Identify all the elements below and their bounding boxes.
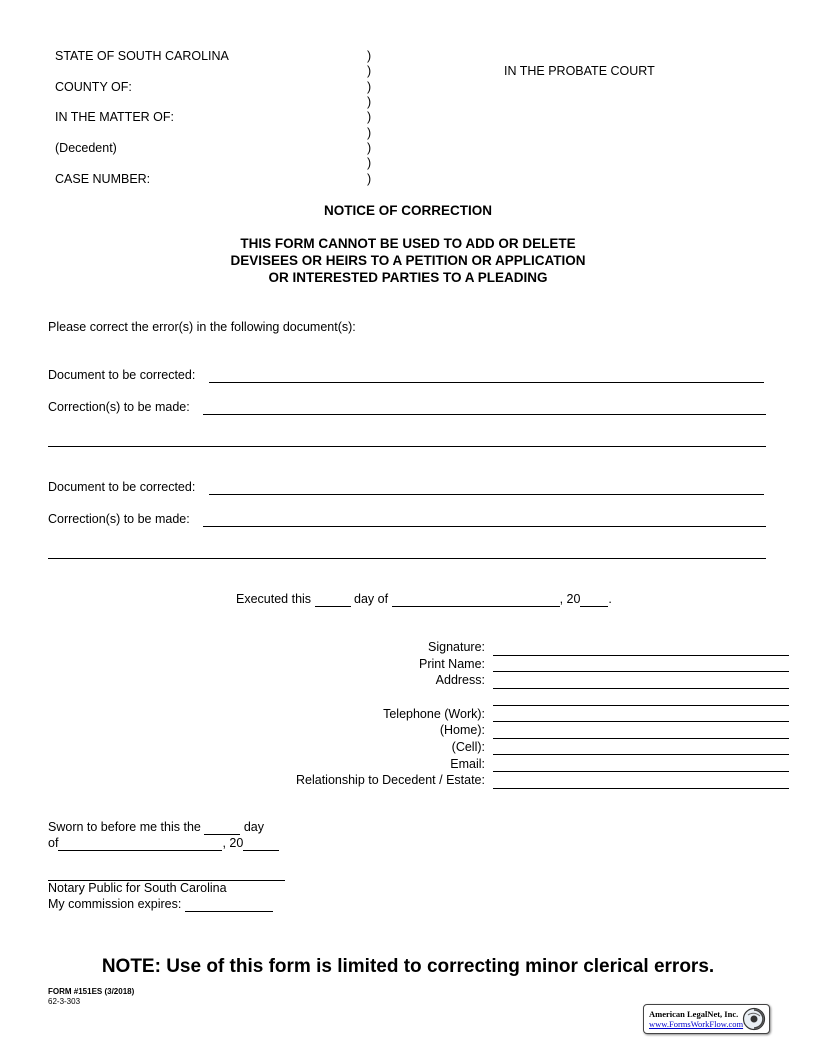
sworn-line-2 xyxy=(48,836,279,851)
caption-paren: ) xyxy=(367,126,372,140)
sworn-month-field[interactable] xyxy=(58,836,222,851)
document-label: Document to be corrected: xyxy=(48,480,196,494)
sworn-line-1 xyxy=(48,820,264,835)
caption-paren: ) xyxy=(367,95,372,109)
executed-day-of: day of xyxy=(354,592,389,606)
telephone-cell-field[interactable] xyxy=(493,754,789,755)
form-title: NOTICE OF CORRECTION xyxy=(324,203,492,218)
commission-label: My commission expires: xyxy=(48,897,182,911)
signature-label: Signature: xyxy=(428,640,485,654)
statute-code: 62-3-303 xyxy=(48,997,81,1006)
state-label: STATE OF SOUTH CAROLINA xyxy=(55,49,229,63)
logo-url[interactable]: www.FormsWorkFlow.com xyxy=(649,1019,744,1029)
caption-paren: ) xyxy=(367,110,372,124)
telephone-cell-label: (Cell): xyxy=(451,740,485,754)
note-text: NOTE: Use of this form is limited to correcting minor clerical errors. xyxy=(101,956,715,977)
caption-paren: ) xyxy=(367,141,372,155)
sworn-year-prefix: , 20 xyxy=(222,836,244,850)
executed-year-field[interactable] xyxy=(580,592,608,607)
form-number: FORM #151ES (3/2018) xyxy=(48,987,135,996)
intro-text: Please correct the error(s) in the following document(s): xyxy=(48,320,356,334)
executed-day-field[interactable] xyxy=(315,592,351,607)
correction-field-2b[interactable] xyxy=(48,558,766,559)
executed-prefix: Executed this xyxy=(236,592,312,606)
commission-line xyxy=(48,897,273,912)
sworn-of: of xyxy=(48,836,59,850)
notary-label: Notary Public for South Carolina xyxy=(48,881,227,895)
telephone-work-field[interactable] xyxy=(493,721,789,722)
matter-label: IN THE MATTER OF: xyxy=(55,110,174,124)
correction-field-1[interactable] xyxy=(203,414,766,415)
document-field-1[interactable] xyxy=(209,382,764,383)
telephone-home-label: (Home): xyxy=(439,723,485,737)
telephone-work-label: Telephone (Work): xyxy=(383,707,485,721)
decedent-label: (Decedent) xyxy=(55,141,117,155)
executed-line xyxy=(236,592,612,607)
correction-label: Correction(s) to be made: xyxy=(48,512,190,526)
address-label: Address: xyxy=(435,673,485,687)
document-field-2[interactable] xyxy=(209,494,764,495)
correction-field-2[interactable] xyxy=(203,526,766,527)
caption-paren: ) xyxy=(367,172,372,186)
sworn-prefix: Sworn to before me this the xyxy=(48,820,201,834)
court-label: IN THE PROBATE COURT xyxy=(504,64,655,78)
caption-paren: ) xyxy=(367,49,372,63)
warning-line-2: DEVISEES OR HEIRS TO A PETITION OR APPLICATION xyxy=(230,253,586,268)
relationship-field[interactable] xyxy=(493,788,789,789)
sworn-day-suffix: day xyxy=(243,820,264,834)
print-name-label: Print Name: xyxy=(419,657,485,671)
email-label: Email: xyxy=(450,757,485,771)
telephone-home-field[interactable] xyxy=(493,738,789,739)
email-field[interactable] xyxy=(493,771,789,772)
case-number-label: CASE NUMBER: xyxy=(55,172,151,186)
executed-month-field[interactable] xyxy=(392,592,560,607)
document-label: Document to be corrected: xyxy=(48,368,196,382)
signature-field[interactable] xyxy=(493,655,789,656)
sworn-year-field[interactable] xyxy=(243,836,279,851)
executed-year-prefix: , 20 xyxy=(559,592,581,606)
county-label: COUNTY OF: xyxy=(55,80,132,94)
caption-paren: ) xyxy=(367,156,372,170)
warning-line-1: THIS FORM CANNOT BE USED TO ADD OR DELETE xyxy=(240,236,576,251)
americanlegalnet-logo[interactable] xyxy=(643,1004,770,1034)
sworn-day-field[interactable] xyxy=(204,820,240,835)
commission-field[interactable] xyxy=(185,897,273,912)
correction-field-1b[interactable] xyxy=(48,446,766,447)
warning-line-3: OR INTERESTED PARTIES TO A PLEADING xyxy=(268,270,548,285)
executed-suffix: . xyxy=(608,592,612,606)
logo-name: American LegalNet, Inc. xyxy=(649,1009,739,1019)
relationship-label: Relationship to Decedent / Estate: xyxy=(295,773,485,787)
globe-icon xyxy=(742,1007,766,1031)
correction-label: Correction(s) to be made: xyxy=(48,400,190,414)
caption-paren: ) xyxy=(367,80,372,94)
address-field-2[interactable] xyxy=(493,705,789,706)
print-name-field[interactable] xyxy=(493,671,789,672)
address-field[interactable] xyxy=(493,688,789,689)
caption-paren: ) xyxy=(367,64,372,78)
